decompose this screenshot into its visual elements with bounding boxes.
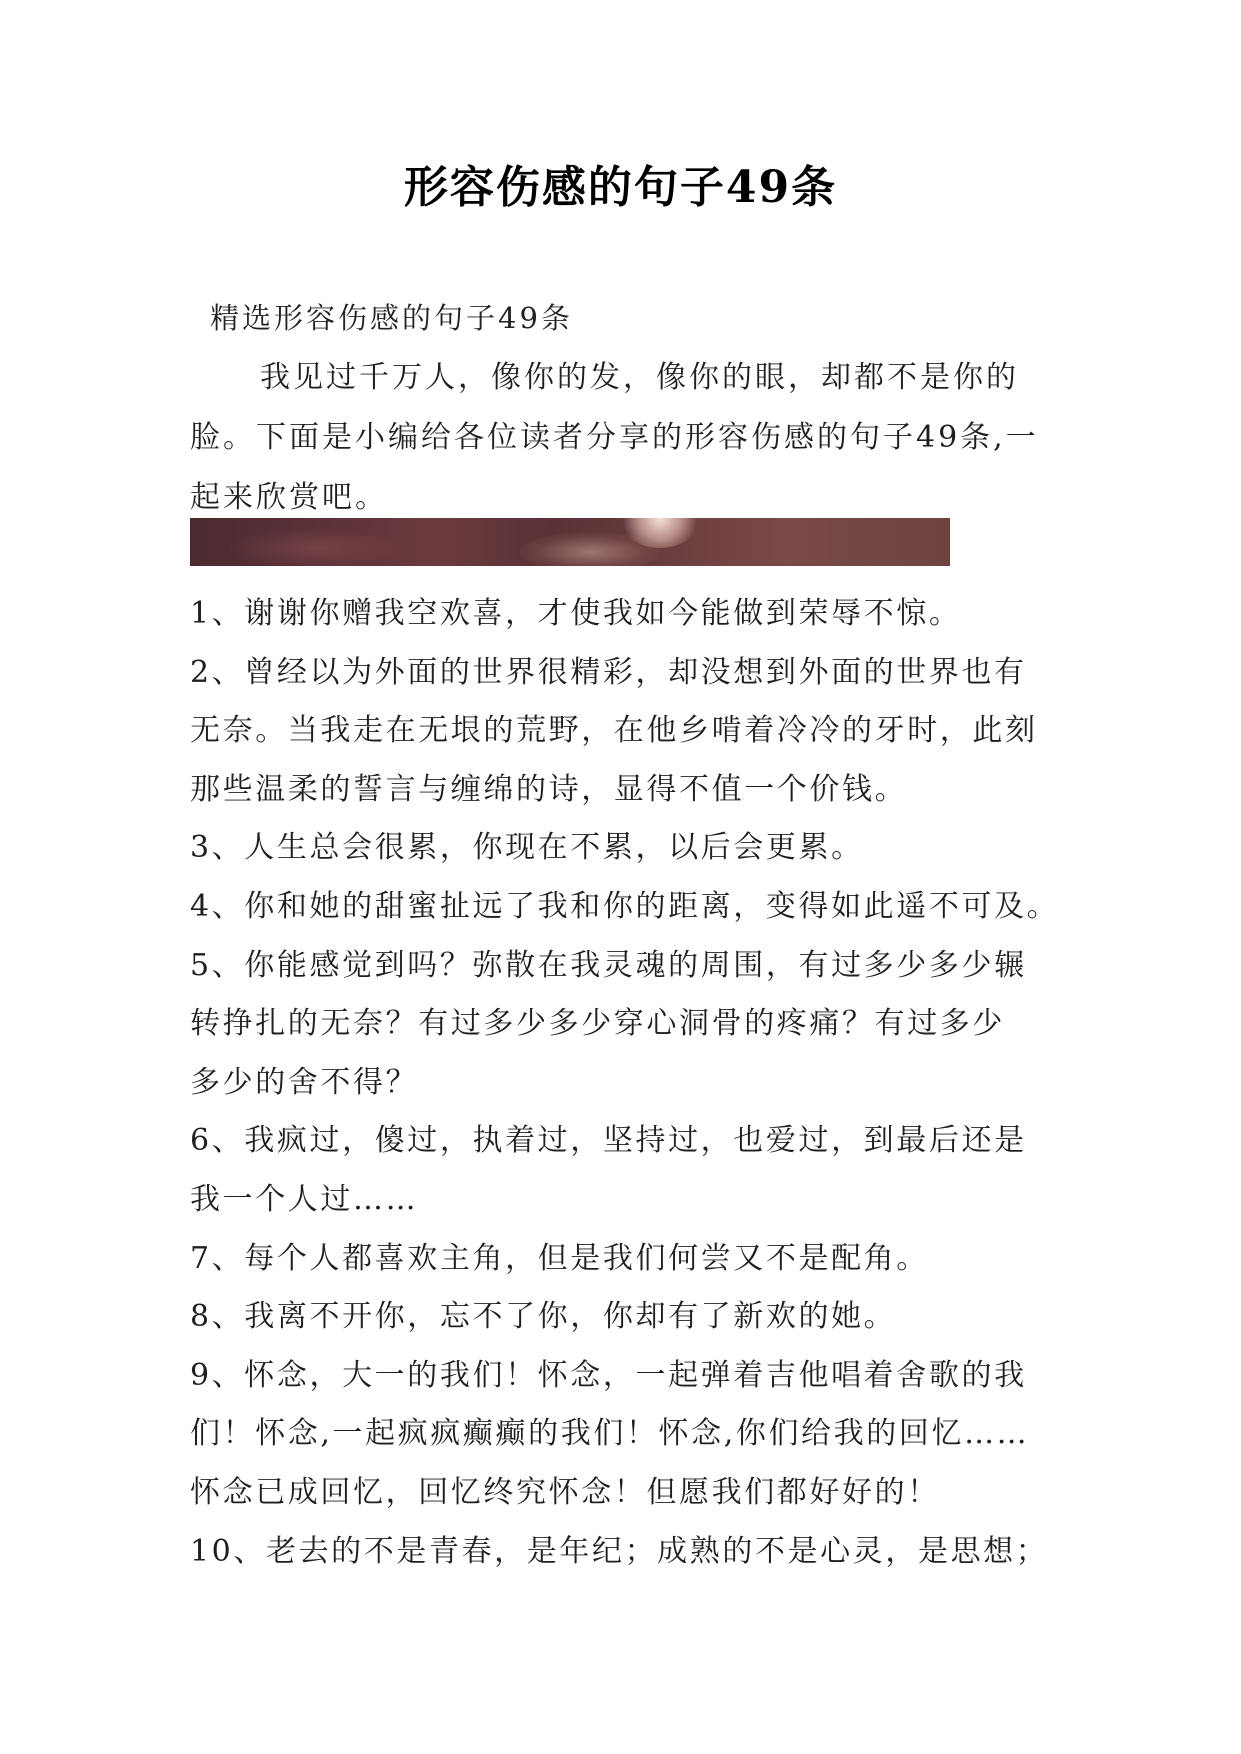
quote-line: 3、人生总会很累，你现在不累，以后会更累。 <box>190 830 864 866</box>
banner-shade <box>230 528 400 566</box>
quote-line: 我一个人过…… <box>190 1181 419 1217</box>
quote-line: 5、你能感觉到吗？弥散在我灵魂的周围，有过多少多少辗 <box>190 947 1027 983</box>
document-title: 形容伤感的句子49条 <box>403 162 838 213</box>
intro-paragraph <box>190 348 1070 528</box>
quote-line: 6、我疯过，傻过，执着过，坚持过，也爱过，到最后还是 <box>190 1123 1027 1159</box>
quote-item <box>190 819 1090 878</box>
intro-line: 下面是小编给各位读者分享的形容伤感的句子49条,一起来 <box>190 420 1039 515</box>
quote-line: 多少的舍不得？ <box>190 1064 419 1100</box>
quote-line: 10、老去的不是青春，是年纪；成熟的不是心灵，是思想； <box>190 1533 1049 1569</box>
intro-line: 我见过千万人，像你的发，像你的眼，却都不是你的脸。 <box>190 360 1019 455</box>
quote-line: 怀念已成回忆，回忆终究怀念！但愿我们都好好的！ <box>190 1474 940 1510</box>
quote-line: 们！怀念,一起疯疯癫癫的我们！怀念,你们给我的回忆…… <box>190 1416 1030 1452</box>
quote-item <box>190 585 1090 644</box>
quote-item <box>190 1112 1090 1229</box>
quote-item <box>190 937 1090 1113</box>
quote-line: 2、曾经以为外面的世界很精彩，却没想到外面的世界也有 <box>190 654 1027 690</box>
quote-line: 那些温柔的誓言与缠绵的诗，显得不值一个价钱。 <box>190 771 908 807</box>
quote-item <box>190 1347 1090 1523</box>
quote-item <box>190 878 1090 937</box>
quote-item <box>190 644 1090 820</box>
quote-line: 4、你和她的甜蜜扯远了我和你的距离，变得如此遥不可及。 <box>190 888 1060 924</box>
banner-image <box>190 518 950 566</box>
quote-line: 1、谢谢你赠我空欢喜，才使我如今能做到荣辱不惊。 <box>190 596 962 631</box>
document-subtitle: 精选形容伤感的句子49条 <box>210 301 573 335</box>
quote-item <box>190 1230 1090 1289</box>
quote-list <box>190 585 1090 1581</box>
quote-line: 无奈。当我走在无垠的荒野，在他乡啃着冷冷的牙时，此刻 <box>190 713 1038 749</box>
quote-line: 转挣扎的无奈？有过多少多少穿心洞骨的疼痛？有过多少 <box>190 1006 1005 1042</box>
intro-line: 欣赏吧。 <box>256 480 388 515</box>
quote-line: 7、每个人都喜欢主角，但是我们何尝又不是配角。 <box>190 1240 929 1276</box>
quote-item <box>190 1523 1090 1582</box>
quote-line: 9、怀念，大一的我们！怀念，一起弹着吉他唱着舍歌的我 <box>190 1357 1027 1393</box>
quote-item <box>190 1288 1090 1347</box>
quote-line: 8、我离不开你，忘不了你，你却有了新欢的她。 <box>190 1299 897 1335</box>
